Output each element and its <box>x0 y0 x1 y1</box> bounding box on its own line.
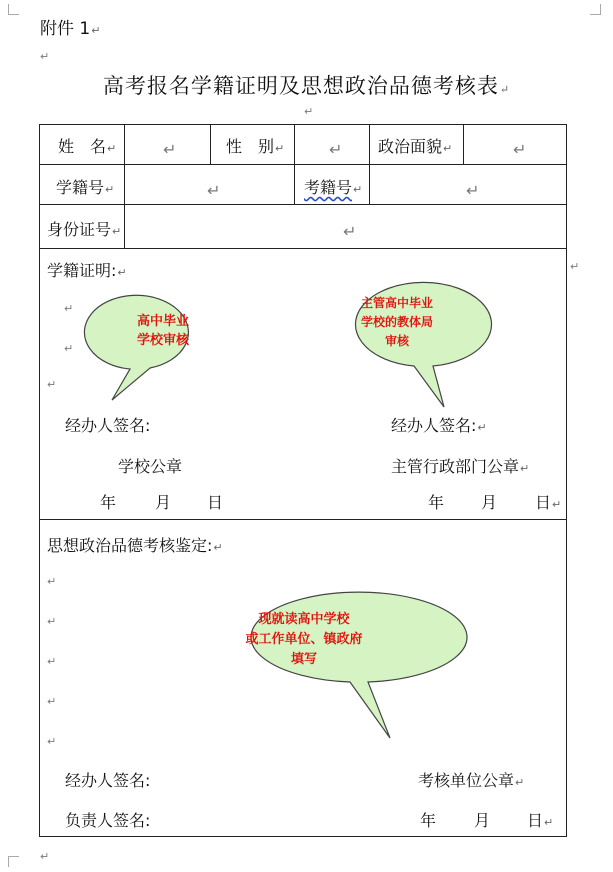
paragraph-mark: ↵ <box>520 462 530 475</box>
paragraph-mark: ↵ <box>105 183 115 196</box>
callout-text-line: 审核 <box>384 334 410 348</box>
paragraph-mark: ↵ <box>47 655 57 668</box>
responsible-text: 负责人签名: <box>65 811 151 830</box>
date-right-month: 月 <box>481 493 498 512</box>
school-seal-text: 学校公章 <box>118 457 183 476</box>
callout-text-line: 或工作单位、镇政府 <box>245 632 363 647</box>
paragraph-mark: ↵ <box>275 142 285 155</box>
callout-text-line: 学校审核 <box>136 333 190 348</box>
paragraph-mark: ↵ <box>47 735 57 748</box>
name-label-text: 姓 名 <box>58 137 107 156</box>
student-no-value-field[interactable]: ↵ <box>207 181 221 200</box>
date-right-day-text: 日 <box>535 493 552 512</box>
date-left-year: 年 <box>100 493 117 512</box>
callout-bubble-bureau <box>356 282 492 407</box>
political-label-text: 政治面貌 <box>378 137 443 156</box>
exam-no-value-field[interactable]: ↵ <box>466 181 480 200</box>
exam-no-label-text: 考籍号 <box>304 178 353 197</box>
callout-text-line: 现就读高中学校 <box>258 612 350 627</box>
paragraph-mark: ↵ <box>40 850 50 863</box>
date-left-month: 月 <box>155 493 172 512</box>
dept-seal-text: 主管行政部门公章 <box>391 457 520 476</box>
paragraph-mark: ↵ <box>107 142 117 155</box>
id-label-text: 身份证号 <box>47 220 112 239</box>
paragraph-mark: ↵ <box>515 776 525 789</box>
paragraph-mark: ↵ <box>64 302 74 315</box>
moral-date-month: 月 <box>474 811 491 830</box>
paragraph-mark: ↵ <box>40 50 50 63</box>
name-value-field[interactable]: ↵ <box>163 140 177 159</box>
paragraph-mark: ↵ <box>91 24 101 37</box>
callout-text-line: 高中毕业 <box>136 314 190 329</box>
paragraph-mark: ↵ <box>570 260 580 273</box>
gender-label-text: 性 别 <box>226 137 275 156</box>
paragraph-mark: ↵ <box>47 695 57 708</box>
student-no-label-text: 学籍号 <box>56 178 105 197</box>
political-value-field[interactable]: ↵ <box>513 140 527 159</box>
paragraph-mark: ↵ <box>112 225 122 238</box>
handler-left-text: 经办人签名: <box>65 416 151 435</box>
moral-date-day-text: 日 <box>527 811 544 830</box>
paragraph-mark: ↵ <box>47 575 57 588</box>
paragraph-mark: ↵ <box>213 541 223 554</box>
paragraph-mark: ↵ <box>47 615 57 628</box>
paragraph-mark: ↵ <box>443 142 453 155</box>
date-right-year: 年 <box>428 493 445 512</box>
paragraph-mark: ↵ <box>544 816 554 829</box>
callout-bubble-moral <box>245 592 467 738</box>
paragraph-mark: ↵ <box>353 183 363 196</box>
attachment-text: 附件 1 <box>40 19 91 39</box>
paragraph-mark: ↵ <box>499 83 511 96</box>
unit-seal-text: 考核单位公章 <box>418 771 515 790</box>
callout-text-line: 填写 <box>290 652 318 667</box>
callout-bubble-school <box>84 295 190 400</box>
paragraph-mark: ↵ <box>64 342 74 355</box>
paragraph-mark: ↵ <box>552 498 562 511</box>
handler-right-text: 经办人签名: <box>391 416 477 435</box>
date-left-day: 日 <box>207 493 224 512</box>
id-value-field[interactable]: ↵ <box>343 222 357 241</box>
enrollment-heading-text: 学籍证明: <box>47 261 117 280</box>
callout-text-line: 主管高中毕业 <box>360 296 434 310</box>
gender-value-field[interactable]: ↵ <box>329 140 343 159</box>
paragraph-mark: ↵ <box>477 421 487 434</box>
paragraph-mark: ↵ <box>47 378 57 391</box>
moral-date-year: 年 <box>420 811 437 830</box>
form-title-text: 高考报名学籍证明及思想政治品德考核表 <box>102 74 499 98</box>
moral-handler-text: 经办人签名: <box>65 771 151 790</box>
paragraph-mark: ↵ <box>304 105 314 118</box>
callout-text-line: 学校的教体局 <box>360 315 434 329</box>
paragraph-mark: ↵ <box>117 266 127 279</box>
moral-heading-text: 思想政治品德考核鉴定: <box>47 536 213 555</box>
